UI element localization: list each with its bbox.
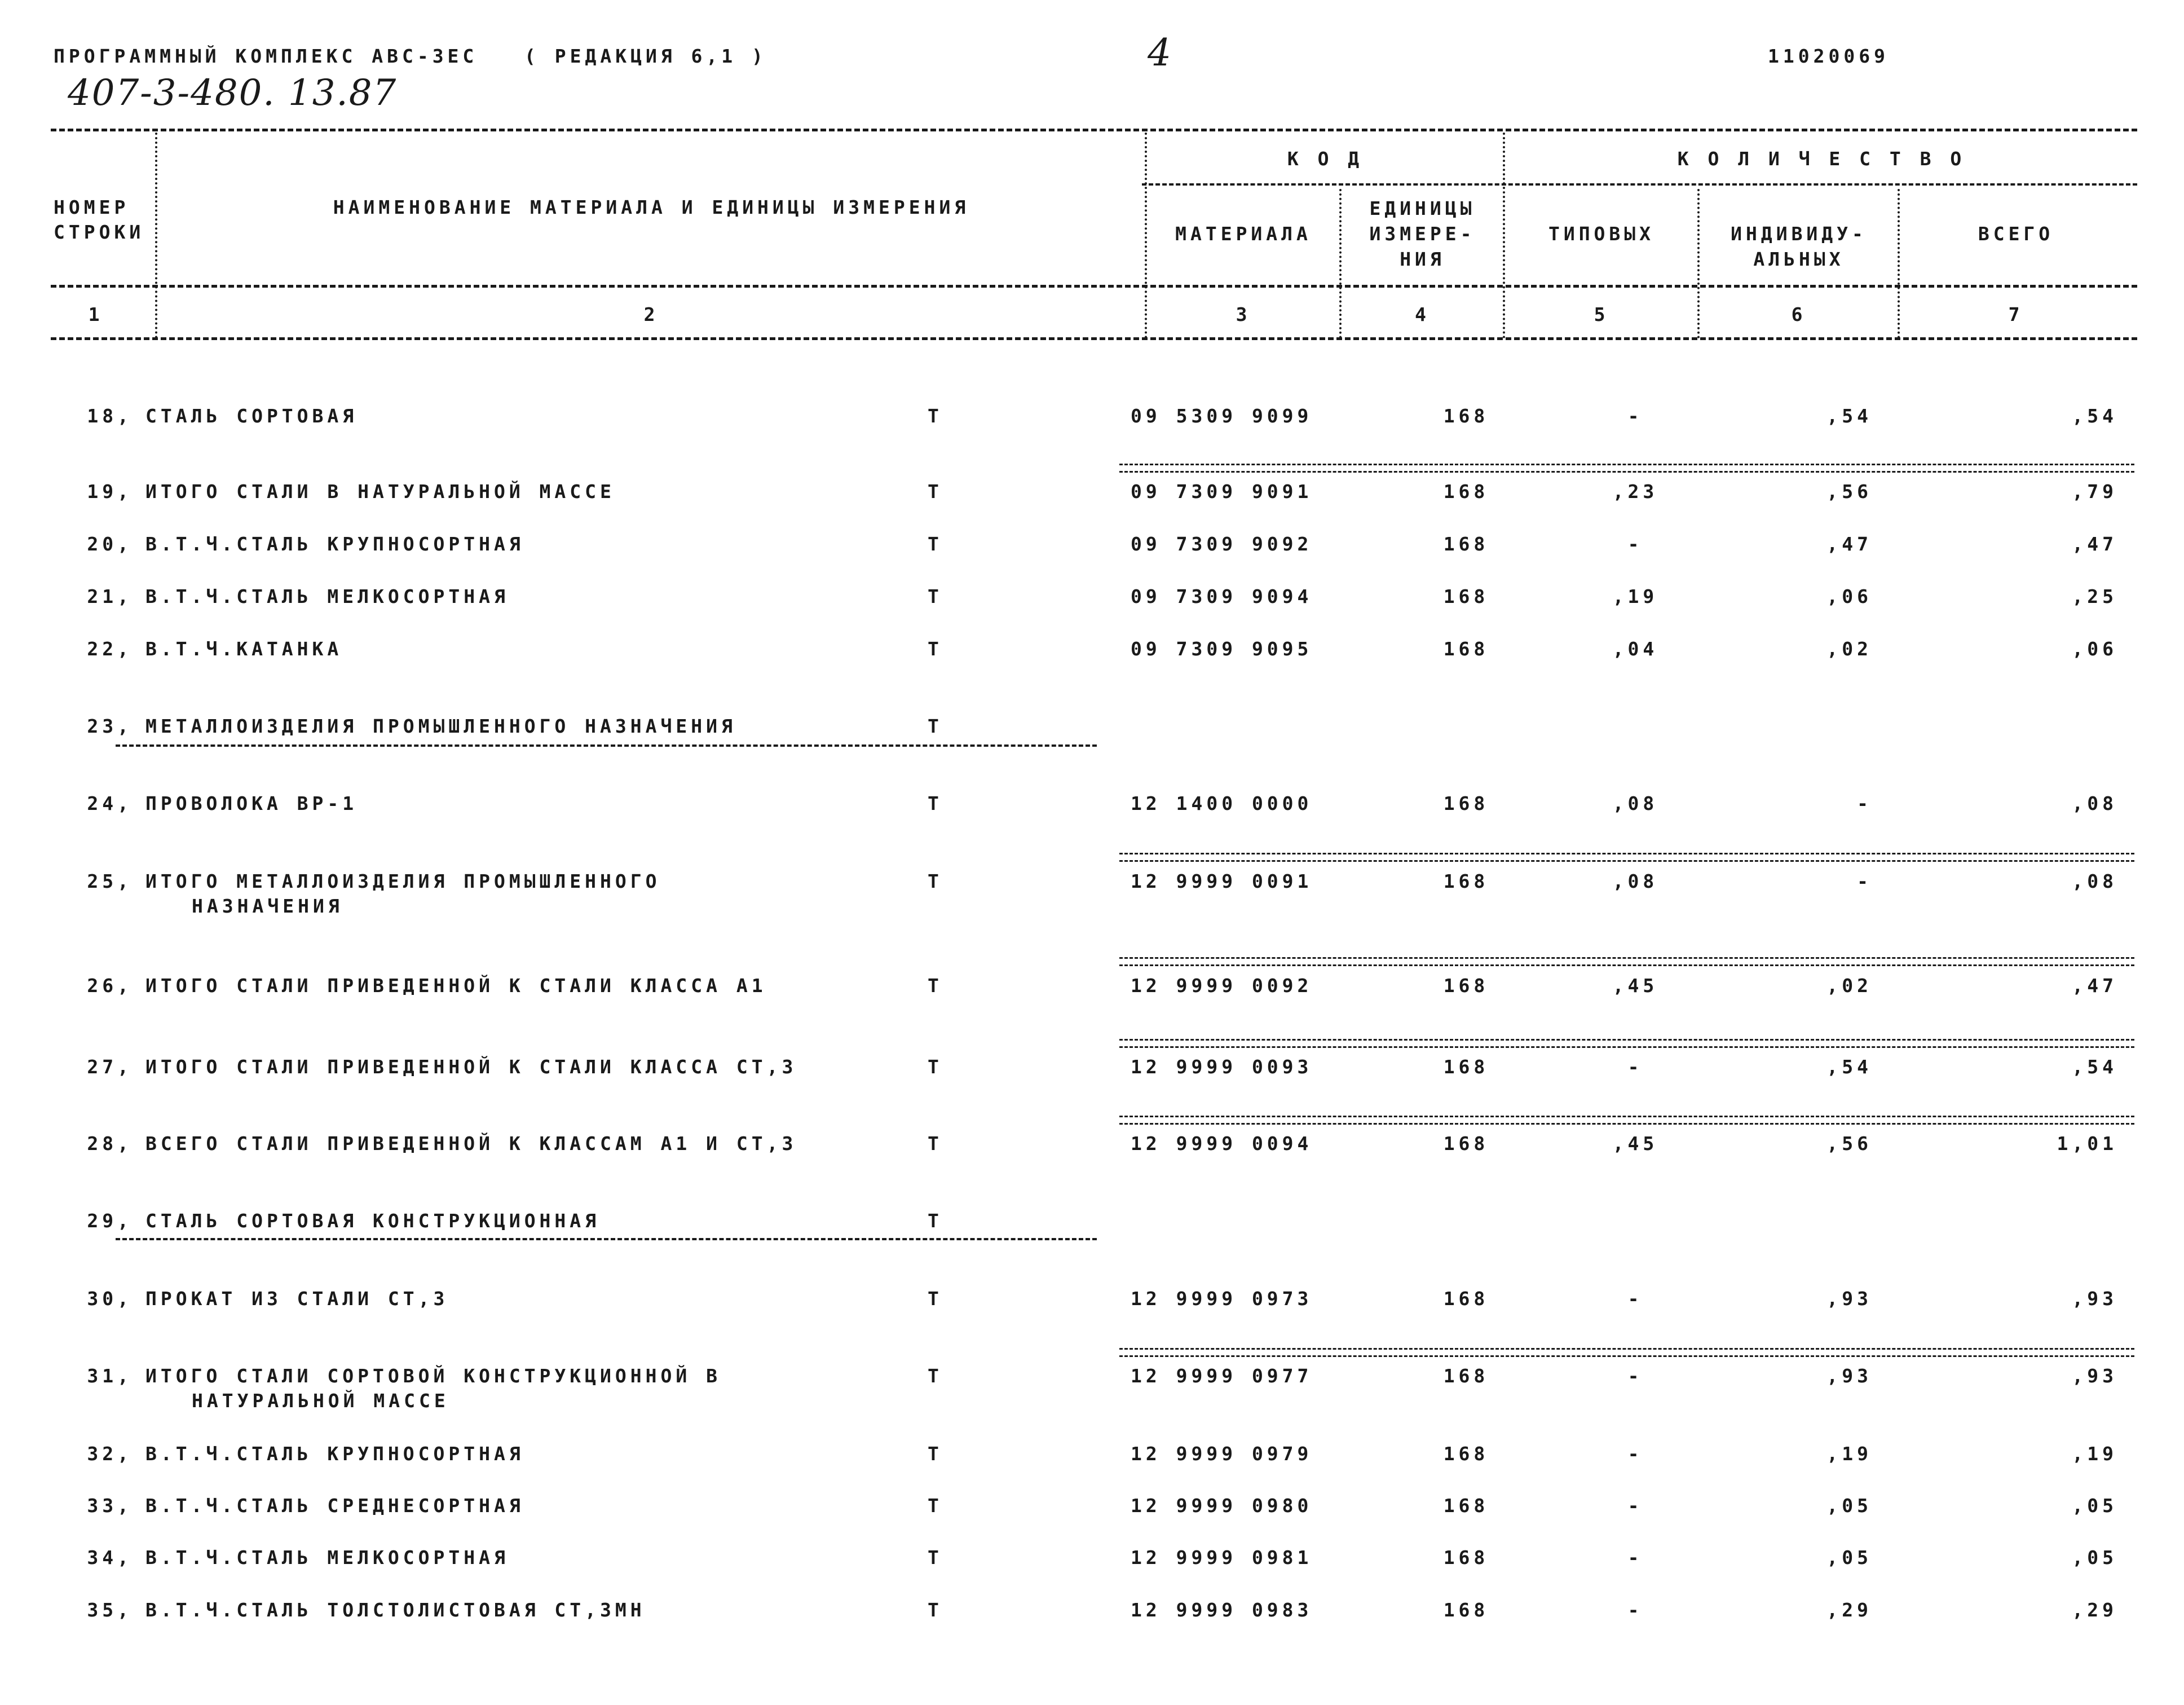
typical-quantity: - (1627, 1495, 1643, 1517)
column-number-3: 3 (1236, 303, 1251, 325)
unit-code: 168 (1443, 1288, 1489, 1310)
header-top-rule (51, 129, 2137, 131)
material-code: 12 9999 0091 (1131, 870, 1313, 892)
row-number: 24, (87, 792, 133, 814)
unit-code: 168 (1443, 585, 1489, 607)
separator-col5 (1697, 189, 1700, 338)
total-separator-line (1119, 1039, 2134, 1048)
row-number: 34, (87, 1547, 133, 1569)
separator-col4 (1503, 133, 1505, 338)
individual-quantity: ,54 (1826, 405, 1872, 427)
material-name: ИТОГО СТАЛИ ПРИВЕДЕННОЙ К СТАЛИ КЛАССА А1 (145, 975, 767, 997)
typical-quantity: - (1627, 533, 1643, 555)
header-individual-1: ИНДИВИДУ- (1731, 223, 1867, 245)
total-quantity: ,47 (2072, 975, 2117, 997)
material-name: В.Т.Ч.СТАЛЬ МЕЛКОСОРТНАЯ (145, 1547, 509, 1569)
row-number: 19, (87, 481, 133, 503)
unit-code: 168 (1443, 1056, 1489, 1078)
unit-code: 168 (1443, 638, 1489, 660)
total-quantity: ,08 (2072, 792, 2117, 814)
unit-label: Т (928, 481, 943, 503)
material-name: ИТОГО СТАЛИ В НАТУРАЛЬНОЙ МАССЕ (145, 481, 615, 503)
header-row-number: НОМЕР (54, 196, 130, 218)
separator-col1 (155, 133, 157, 338)
header-total: ВСЕГО (1978, 223, 2054, 245)
typical-quantity: ,08 (1612, 870, 1658, 892)
row-number: 33, (87, 1495, 133, 1517)
header-code-group: К О Д (1287, 148, 1364, 170)
header-quantity-group: К О Л И Ч Е С Т В О (1677, 148, 1966, 170)
typical-quantity: ,04 (1612, 638, 1658, 660)
unit-label: Т (928, 1133, 943, 1155)
unit-code: 168 (1443, 1547, 1489, 1569)
material-name: ПРОВОЛОКА ВР-1 (145, 792, 358, 814)
material-code: 12 9999 0979 (1131, 1443, 1313, 1465)
typical-quantity: - (1627, 1365, 1643, 1387)
unit-code: 168 (1443, 1365, 1489, 1387)
material-name: СТАЛЬ СОРТОВАЯ КОНСТРУКЦИОННАЯ (145, 1210, 601, 1232)
row-number: 21, (87, 585, 133, 607)
individual-quantity: ,05 (1826, 1547, 1872, 1569)
column-number-1: 1 (88, 303, 104, 325)
header-bottom-rule (51, 285, 2137, 288)
unit-label: Т (928, 1288, 943, 1310)
unit-label: Т (928, 1365, 943, 1387)
material-code: 12 9999 0980 (1131, 1495, 1313, 1517)
material-name: В.Т.Ч.СТАЛЬ КРУПНОСОРТНАЯ (145, 533, 524, 555)
individual-quantity: ,19 (1826, 1443, 1872, 1465)
document-code: 11020069 (1768, 45, 1889, 67)
unit-code: 168 (1443, 481, 1489, 503)
row-number: 28, (87, 1133, 133, 1155)
row-number: 22, (87, 638, 133, 660)
column-number-4: 4 (1415, 303, 1430, 325)
edition-label: ( РЕДАКЦИЯ 6,1 ) (524, 45, 767, 67)
header-row-number-2: СТРОКИ (54, 221, 145, 243)
row-number: 32, (87, 1443, 133, 1465)
material-name: ВСЕГО СТАЛИ ПРИВЕДЕННОЙ К КЛАССАМ А1 И СТ,3 (145, 1133, 797, 1155)
total-separator-line (1119, 957, 2134, 966)
total-quantity: 1,01 (2057, 1133, 2117, 1155)
unit-label: Т (928, 405, 943, 427)
total-quantity: ,06 (2072, 638, 2117, 660)
total-separator-line (1119, 464, 2134, 473)
material-code: 12 9999 0093 (1131, 1056, 1313, 1078)
unit-code: 168 (1443, 1443, 1489, 1465)
separator-col6 (1898, 189, 1900, 338)
unit-label: Т (928, 975, 943, 997)
row-number: 26, (87, 975, 133, 997)
header-individual-2: АЛЬНЫХ (1753, 248, 1845, 270)
typical-quantity: - (1627, 1288, 1643, 1310)
individual-quantity: ,06 (1826, 585, 1872, 607)
column-number-2: 2 (643, 303, 659, 325)
material-name: В.Т.Ч.СТАЛЬ ТОЛСТОЛИСТОВАЯ СТ,3МН (145, 1599, 646, 1621)
material-code: 12 9999 0094 (1131, 1133, 1313, 1155)
material-name: В.Т.Ч.СТАЛЬ МЕЛКОСОРТНАЯ (145, 585, 509, 607)
material-code: 12 9999 0983 (1131, 1599, 1313, 1621)
row-number: 27, (87, 1056, 133, 1078)
typical-quantity: - (1627, 1443, 1643, 1465)
unit-label: Т (928, 1599, 943, 1621)
unit-code: 168 (1443, 405, 1489, 427)
material-code: 09 7309 9092 (1131, 533, 1313, 555)
section-underline (116, 1238, 1097, 1240)
total-quantity: ,54 (2072, 405, 2117, 427)
material-name: В.Т.Ч.СТАЛЬ СРЕДНЕСОРТНАЯ (145, 1495, 524, 1517)
material-code: 12 9999 0977 (1131, 1365, 1313, 1387)
unit-code: 168 (1443, 1133, 1489, 1155)
total-quantity: ,19 (2072, 1443, 2117, 1465)
unit-label: Т (928, 1547, 943, 1569)
page-number: 4 (1148, 31, 1171, 74)
typical-quantity: ,45 (1612, 1133, 1658, 1155)
individual-quantity: ,47 (1826, 533, 1872, 555)
unit-label: Т (928, 1056, 943, 1078)
material-name-continuation: НАТУРАЛЬНОЙ МАССЕ (192, 1390, 449, 1412)
unit-code: 168 (1443, 792, 1489, 814)
typical-quantity: ,45 (1612, 975, 1658, 997)
unit-code: 168 (1443, 870, 1489, 892)
row-number: 31, (87, 1365, 133, 1387)
material-name-continuation: НАЗНАЧЕНИЯ (192, 895, 343, 917)
total-quantity: ,93 (2072, 1288, 2117, 1310)
individual-quantity: ,93 (1826, 1365, 1872, 1387)
row-number: 25, (87, 870, 133, 892)
material-code: 12 9999 0092 (1131, 975, 1313, 997)
typical-quantity: ,23 (1612, 481, 1658, 503)
total-quantity: ,54 (2072, 1056, 2117, 1078)
individual-quantity: - (1857, 870, 1872, 892)
individual-quantity: ,56 (1826, 481, 1872, 503)
header-material-code: МАТЕРИАЛА (1175, 223, 1312, 245)
unit-label: Т (928, 638, 943, 660)
separator-col2 (1145, 133, 1147, 338)
total-quantity: ,08 (2072, 870, 2117, 892)
material-code: 12 1400 0000 (1131, 792, 1313, 814)
individual-quantity: ,56 (1826, 1133, 1872, 1155)
material-name: ИТОГО МЕТАЛЛОИЗДЕЛИЯ ПРОМЫШЛЕННОГО (145, 870, 661, 892)
row-number: 29, (87, 1210, 133, 1232)
individual-quantity: ,05 (1826, 1495, 1872, 1517)
unit-label: Т (928, 1443, 943, 1465)
separator-col3 (1339, 189, 1342, 338)
column-number-6: 6 (1791, 303, 1807, 325)
column-number-7: 7 (2008, 303, 2024, 325)
total-quantity: ,47 (2072, 533, 2117, 555)
header-typical: ТИПОВЫХ (1548, 223, 1655, 245)
typical-quantity: - (1627, 1056, 1643, 1078)
unit-code: 168 (1443, 533, 1489, 555)
header-unit-code-3: НИЯ (1400, 248, 1445, 270)
column-numbers-rule (51, 337, 2137, 340)
material-code: 12 9999 0981 (1131, 1547, 1313, 1569)
row-number: 20, (87, 533, 133, 555)
material-name: СТАЛЬ СОРТОВАЯ (145, 405, 358, 427)
material-code: 09 5309 9099 (1131, 405, 1313, 427)
unit-label: Т (928, 1495, 943, 1517)
material-name: ИТОГО СТАЛИ СОРТОВОЙ КОНСТРУКЦИОННОЙ В (145, 1365, 721, 1387)
handwritten-reference: 407-3-480. 13.87 (68, 72, 398, 114)
unit-code: 168 (1443, 1599, 1489, 1621)
material-name: МЕТАЛЛОИЗДЕЛИЯ ПРОМЫШЛЕННОГО НАЗНАЧЕНИЯ (145, 715, 736, 737)
individual-quantity: ,93 (1826, 1288, 1872, 1310)
total-separator-line (1119, 853, 2134, 862)
typical-quantity: ,08 (1612, 792, 1658, 814)
unit-code: 168 (1443, 975, 1489, 997)
material-name: ПРОКАТ ИЗ СТАЛИ СТ,3 (145, 1288, 449, 1310)
material-code: 12 9999 0973 (1131, 1288, 1313, 1310)
material-code: 09 7309 9094 (1131, 585, 1313, 607)
row-number: 30, (87, 1288, 133, 1310)
total-quantity: ,25 (2072, 585, 2117, 607)
row-number: 18, (87, 405, 133, 427)
typical-quantity: ,19 (1612, 585, 1658, 607)
header-unit-code-1: ЕДИНИЦЫ (1369, 197, 1476, 219)
total-quantity: ,93 (2072, 1365, 2117, 1387)
material-name: ИТОГО СТАЛИ ПРИВЕДЕННОЙ К СТАЛИ КЛАССА СТ,3 (145, 1056, 797, 1078)
typical-quantity: - (1627, 405, 1643, 427)
unit-label: Т (928, 792, 943, 814)
individual-quantity: ,02 (1826, 975, 1872, 997)
program-title: ПРОГРАММНЫЙ КОМПЛЕКС АВС-ЗЕС (54, 45, 478, 67)
header-group-rule (1142, 183, 2137, 186)
material-name: В.Т.Ч.КАТАНКА (145, 638, 343, 660)
column-number-5: 5 (1594, 303, 1609, 325)
unit-label: Т (928, 870, 943, 892)
material-code: 09 7309 9095 (1131, 638, 1313, 660)
total-quantity: ,79 (2072, 481, 2117, 503)
unit-label: Т (928, 715, 943, 737)
unit-label: Т (928, 533, 943, 555)
material-code: 09 7309 9091 (1131, 481, 1313, 503)
individual-quantity: - (1857, 792, 1872, 814)
row-number: 35, (87, 1599, 133, 1621)
header-material-name: НАИМЕНОВАНИЕ МАТЕРИАЛА И ЕДИНИЦЫ ИЗМЕРЕНИЯ (333, 196, 970, 218)
row-number: 23, (87, 715, 133, 737)
typical-quantity: - (1627, 1599, 1643, 1621)
individual-quantity: ,29 (1826, 1599, 1872, 1621)
total-separator-line (1119, 1348, 2134, 1357)
section-underline (116, 744, 1097, 747)
total-quantity: ,29 (2072, 1599, 2117, 1621)
header-unit-code-2: ИЗМЕРЕ- (1369, 223, 1476, 245)
total-quantity: ,05 (2072, 1495, 2117, 1517)
total-quantity: ,05 (2072, 1547, 2117, 1569)
individual-quantity: ,54 (1826, 1056, 1872, 1078)
unit-code: 168 (1443, 1495, 1489, 1517)
unit-label: Т (928, 585, 943, 607)
total-separator-line (1119, 1116, 2134, 1125)
material-name: В.Т.Ч.СТАЛЬ КРУПНОСОРТНАЯ (145, 1443, 524, 1465)
typical-quantity: - (1627, 1547, 1643, 1569)
individual-quantity: ,02 (1826, 638, 1872, 660)
unit-label: Т (928, 1210, 943, 1232)
